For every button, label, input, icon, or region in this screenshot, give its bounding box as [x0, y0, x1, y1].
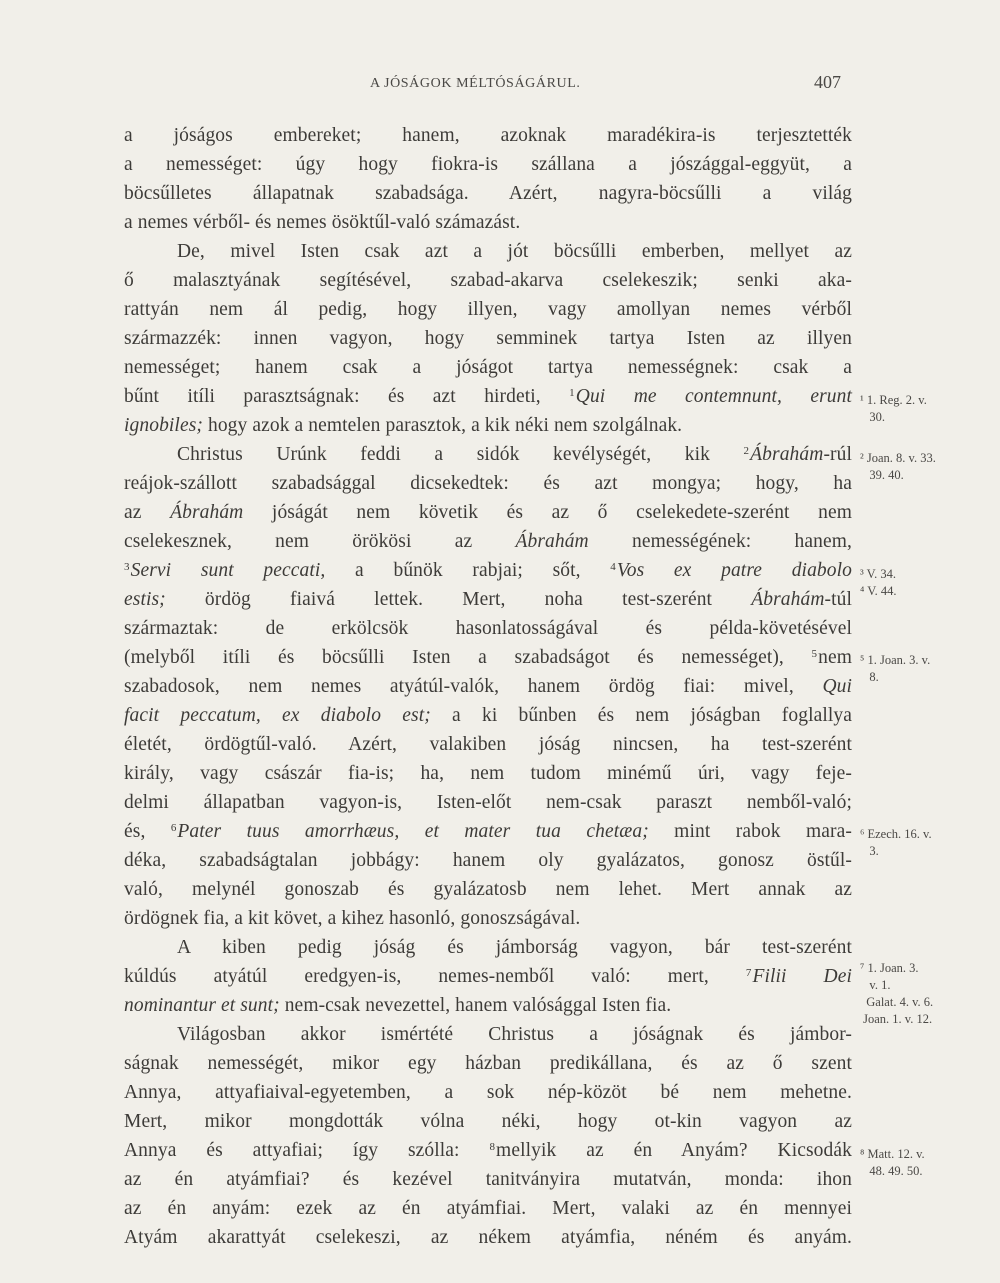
- text-line: déka, szabadságtalan jobbágy: hanem oly gyalázatos, gonosz östűl-: [124, 850, 852, 871]
- text-line: kúldús atyátúl eredgyen-is, nemes-nemből való: mert, $^7$Filii Dei: [124, 966, 852, 987]
- text-line: Annya és attyafiai; így szólla: $^8$mellyik az én Anyám? Kicsodák: [124, 1140, 852, 1161]
- text-line: böcsűlletes állapatnak szabadsága. Azért, nagyra-böcsűlli a világ: [124, 183, 852, 204]
- text-line: az én atyámfiai? és kezével tanitványira mutatván, monda: ihon: [124, 1169, 852, 1190]
- margin-note: ³ V. 34. ⁴ V. 44.: [860, 567, 897, 598]
- text-line: delmi állapatban vagyon-is, Isten-előt nem-csak paraszt nemből-való;: [124, 792, 852, 813]
- text-line: szabadosok, nem nemes atyátúl-valók, hanem ördög fiai: mivel, Qui: [124, 676, 852, 697]
- text-line: származtak: de erkölcsök hasonlatosságával és példa-követésével: [124, 618, 852, 639]
- text-line: király, vagy császár fia-is; ha, nem tudom minémű úri, vagy feje-: [124, 763, 852, 784]
- text-line: és, $^6$Pater tuus amorrhæus, et mater tua chetæa; mint rabok mara-: [124, 821, 852, 842]
- text-line: Christus Urúnk feddi a sidók kevélységét, kik $^2$Ábrahám-rúl: [177, 444, 852, 465]
- text-line: bűnt itíli parasztságnak: és azt hirdeti, $^1$Qui me contemnunt, erunt: [124, 386, 852, 407]
- text-line: a nemességet: úgy hogy fiokra-is szállana a jószággal-eggyüt, a: [124, 154, 852, 175]
- footnote-marker: 8: [489, 1141, 496, 1153]
- footnote-marker: 7: [745, 967, 752, 979]
- running-title: A JÓSÁGOK MÉLTÓSÁGÁRUL.: [370, 76, 581, 91]
- text-line: estis; ördög fiaivá lettek. Mert, noha test-szerént Ábrahám-túl: [124, 589, 852, 610]
- margin-note: ⁸ Matt. 12. v. 48. 49. 50.: [860, 1147, 925, 1178]
- text-line: A kiben pedig jóság és jámborság vagyon, bár test-szerént: [177, 937, 852, 958]
- text-line: Annya, attyafiaival-egyetemben, a sok nép-közöt bé nem mehetne.: [124, 1082, 852, 1103]
- text-line: az én anyám: ezek az én atyámfiai. Mert, valaki az én mennyei: [124, 1198, 852, 1219]
- text-line: facit peccatum, ex diabolo est; a ki bűnben és nem jóságban foglallya: [124, 705, 852, 726]
- text-line: rattyán nem ál pedig, hogy illyen, vagy amollyan nemes vérből: [124, 299, 852, 320]
- footnote-marker: 2: [743, 445, 750, 457]
- margin-note: ⁵ 1. Joan. 3. v. 8.: [860, 653, 931, 684]
- text-line: életét, ördögtűl-való. Azért, valakiben jóság nincsen, ha test-szerént: [124, 734, 852, 755]
- text-line: ő malasztyának segítésével, szabad-akarva cselekeszik; senki aka-: [124, 270, 852, 291]
- text-line: (melyből itíli és böcsűlli Isten a szabadságot és nemességet), $^5$nem: [124, 647, 852, 668]
- text-line: a jóságos embereket; hanem, azoknak maradékira-is terjesztették: [124, 125, 852, 146]
- text-line: Mert, mikor mongdották vólna néki, hogy ot-kin vagyon az: [124, 1111, 852, 1132]
- text-line: ördögnek fia, a kit követ, a kihez hasonló, gonoszságával.: [124, 908, 581, 929]
- running-header: [0, 72, 1000, 102]
- text-line: $^3$Servi sunt peccati, a bűnök rabjai; sőt, $^4$Vos ex patre diabolo: [124, 560, 852, 581]
- margin-note: ² Joan. 8. v. 33. 39. 40.: [860, 451, 936, 482]
- text-line: az Ábrahám jóságát nem követik és az ő cselekedete-szerént nem: [124, 502, 852, 523]
- text-line: Világosban akkor ismértété Christus a jóságnak és jámbor-: [177, 1024, 852, 1045]
- footnote-marker: 1: [569, 387, 575, 399]
- text-line: ságnak nemességét, mikor egy házban predikállana, és az ő szent: [124, 1053, 852, 1074]
- footnote-marker: 4: [610, 561, 616, 573]
- text-line: De, mivel Isten csak azt a jót böcsűlli emberben, mellyet az: [177, 241, 852, 262]
- text-line: származzék: innen vagyon, hogy semminek tartya Isten az illyen: [124, 328, 852, 349]
- page-number: 407: [814, 72, 841, 92]
- text-line: Atyám akarattyát cselekeszi, az nékem atyámfia, néném és anyám.: [124, 1227, 852, 1248]
- text-line: cselekesznek, nem örökösi az Ábrahám nemességének: hanem,: [124, 531, 852, 552]
- text-line: nemességet; hanem csak a jóságot tartya nemességnek: csak a: [124, 357, 852, 378]
- margin-note: ⁶ Ezech. 16. v. 3.: [860, 827, 932, 858]
- footnote-marker: 3: [124, 561, 130, 573]
- margin-note: ⁷ 1. Joan. 3. v. 1. Galat. 4. v. 6. Joan. 1. v. 12.: [860, 961, 934, 1026]
- text-line: a nemes vérből- és nemes ösöktűl-való számazást.: [124, 212, 521, 233]
- footnote-marker: 5: [811, 648, 818, 660]
- text-line: való, melynél gonoszab és gyalázatosb nem lehet. Mert annak az: [124, 879, 852, 900]
- text-line: reájok-szállott szabadsággal dicsekedtek: és azt mongya; hogy, ha: [124, 473, 852, 494]
- footnote-marker: 6: [170, 822, 177, 834]
- margin-note: ¹ 1. Reg. 2. v. 30.: [860, 393, 927, 424]
- text-line: nominantur et sunt; nem-csak nevezettel, hanem valósággal Isten fia.: [124, 995, 672, 1016]
- text-line: ignobiles; hogy azok a nemtelen parasztok, a kik néki nem szolgálnak.: [124, 415, 683, 436]
